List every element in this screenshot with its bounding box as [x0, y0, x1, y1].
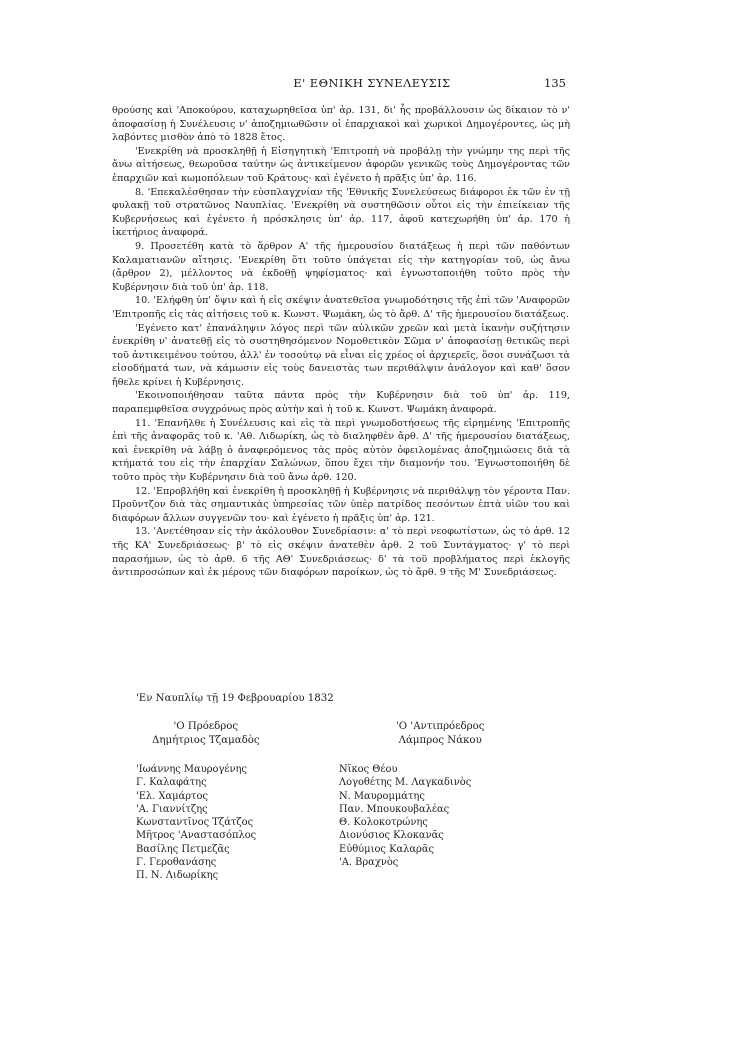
paragraph: 8. 'Επεκαλέσθησαν τὴν εὐσπλαγχνίαν τῆς 'Εθνικῆς Συνελεύσεως διάφοροι ἐκ τῶν ἐν τῇ φυλακῇ τοῦ στρατῶνος Ναυπλίας. 'Ενεκρίθη νὰ συστηθῶσιν οὗτοι εἰς τὴν ἐπιείκειαν τῆς Κυβερνήσεως καὶ ἐγένετο ἡ πρόσκλησις ὑπ' ἀρ. 117, ἀφοῦ κατεχωρήθη ὑπ' ἀρ. 170 ἡ ἱκετήριος ἀναφορά. — [112, 186, 570, 239]
paragraph: θρούσης καὶ 'Αποκούρου, καταχωρηθεῖσα ὑπ' ἀρ. 131, δι' ἧς προβάλλουσιν ὡς δίκαιον τὸ ν' ἀποφασίσῃ ἡ Συνέλευσις ν' ἀποζημιωθῶσιν οἱ ἐπαρχιακοὶ καὶ χωρικοὶ Δημογέροντες, ὡς μὴ λαβόντες μισθὸν ἀπὸ τὸ 1828 ἔτος. — [112, 105, 570, 144]
paragraph: 13. 'Ανετέθησαν εἰς τὴν ἀκόλουθον Συνεδρίασιν: α' τὸ περὶ νεοφωτίστων, ὡς τὸ ἀρθ. 12 τῆς ΚΑ' Συνεδριάσεως· β' τὸ εἰς σκέψιν ἀνατεθὲν ἀρθ. 2 τοῦ Συντάγματος· γ' τὸ περὶ παρασήμων, ὡς τὸ ἀρθ. 6 τῆς ΑΘ' Συνεδριάσεως· δ' τὰ τοῦ προβλήματος περὶ ἐκλογῆς ἀντιπροσώπων καὶ ἐκ μέρους τῶν διαφόρων παροίκων, ὡς τὸ ἄρθ. 9 τῆς Μ' Συνεδριάσεως. — [112, 526, 570, 579]
signatory-name: Κωνσταντῖνος Τζάτζος — [136, 817, 254, 829]
president-signature — [152, 720, 260, 747]
signatory-name: Βασίλης Πετμεζᾶς — [136, 843, 230, 855]
vice-president-title: 'Ο 'Αντιπρόεδρος — [396, 721, 485, 732]
signatory-name: Γ. Γεροθανάσης — [136, 857, 217, 869]
paragraph: 11. 'Επανῆλθε ἡ Συνέλευσις καὶ εἰς τὰ περὶ γνωμοδοτήσεως τῆς εἰρημένης 'Επιτροπῆς ἐπὶ τῆς ἀναφορᾶς τοῦ κ. 'Αθ. Λιδωρίκη, ὡς τὸ διαληφθὲν ἄρθ. Δ' τῆς ἡμερουσίου διατάξεως, καὶ ἐνεκρίθη νὰ λάβῃ ὁ ἀναφερόμενος τὰς πρὸς αὐτὸν ὀφειλομένας ἀποζημιώσεις διὰ τὰ κτήματά του εἰς τὴν ἐπαρχίαν Σαλώνων, ὅπου ἔχει τὴν διαμονήν του. 'Εγνωστοποιήθη δὲ τοῦτο πρὸς τὴν Κυβέρνησιν διὰ τοῦ ἄνω ἀρθ. 120. — [112, 417, 570, 484]
signatory-name: Π. Ν. Λιδωρίκης — [136, 870, 219, 882]
paragraph: 'Ενεκρίθη νὰ προσκληθῇ ἡ Εἰσηγητικὴ 'Επιτροπὴ νὰ προβάλῃ τὴν γνώμην της περὶ τῆς ἄνω αἰτήσεως, θεωροῦσα ταύτην ὡς ἀντικείμενον ἀφορῶν γενικῶς τοὺς Δημογέροντας τῶν ἐπαρχιῶν καὶ κωμοπόλεων τοῦ Κράτους· καὶ ἐγένετο ἡ πρᾶξις ὑπ' ἀρ. 116. — [112, 145, 570, 184]
signatory-name: Μῆτρος 'Αναστασόπλος — [136, 830, 257, 842]
signatory-name: 'Ιωάννης Μαυρογένης — [136, 764, 247, 775]
signatory-name: Λογοθέτης Μ. Λαγκαδινὸς — [339, 777, 472, 789]
signatory-name: Διονύσιος Κλοκανᾶς — [339, 830, 444, 842]
signatory-name: Θ. Κολοκοτρώνης — [339, 817, 428, 829]
president-name: Δημήτριος Τζαμαδὸς — [152, 734, 260, 746]
page-header-title: Ε' ΕΘΝΙΚΗ ΣΥΝΕΛΕΥΣΙΣ — [293, 76, 451, 90]
signatory-name: Γ. Καλαφάτης — [136, 777, 207, 789]
paragraph: 9. Προσετέθη κατὰ τὸ ἄρθρον Α' τῆς ἡμερουσίου διατάξεως ἡ περὶ τῶν παθόντων Καλαματιανῶν αἴτησις. 'Ενεκρίθη ὅτι τοῦτο ὑπάγεται εἰς τὴν κατηγορίαν τοῦ, ὡς ἄνω (ἄρθρον 2), μέλλοντος νὰ ἐκδοθῇ ψηφίσματος· καὶ ἐγνωστοποιήθη τοῦτο πρὸς τὴν Κυβέρνησιν διὰ τοῦ ὑπ' ἀρ. 118. — [112, 240, 570, 293]
paragraph: 10. 'Ελήφθη ὑπ' ὄψιν καὶ ἡ εἰς σκέψιν ἀνατεθεῖσα γνωμοδότησις τῆς ἐπὶ τῶν 'Αναφορῶν 'Επιτροπῆς εἰς τὰς αἰτήσεις τοῦ κ. Κωνστ. Ψωμάκη, ὡς τὸ ἄρθ. Δ' τῆς ἡμερουσίου διατάξεως. — [112, 295, 570, 320]
signatory-name: Ν. Μαυρομμάτης — [339, 790, 425, 802]
signatory-name: 'Α. Γιαννίτζης — [136, 803, 208, 815]
signatories-right — [339, 763, 471, 869]
vice-president-signature — [396, 720, 484, 747]
place-date: 'Εν Ναυπλίῳ τῇ 19 Φεβρουαρίου 1832 — [136, 693, 334, 704]
signatory-name: Παν. Μπουκουβαλέας — [339, 803, 450, 815]
signatory-name: 'Ελ. Χαμάρτος — [136, 790, 208, 802]
paragraph: 'Εκοινοποιήθησαν ταῦτα πάντα πρὸς τὴν Κυβέρνησιν διὰ τοῦ ὑπ' ἀρ. 119, παραπεμφθεῖσα συγχρόνως πρὸς αὐτὴν καὶ ἡ τοῦ κ. Κωνστ. Ψωμάκη ἀναφορά. — [112, 390, 570, 416]
signatory-name: Εὐθύμιος Καλαρᾶς — [339, 843, 435, 855]
paragraph: 'Εγένετο κατ' ἐπανάληψιν λόγος περὶ τῶν αὐλικῶν χρεῶν καὶ μετὰ ἱκανὴν συζήτησιν ἐνεκρίθη ν' ἀνατεθῇ εἰς τὸ συστηθησόμενον Νομοθετικὸν Σῶμα ν' ἀποφασίσῃ θετικῶς περὶ τοῦ ἀντικειμένου τούτου, ἀλλ' ἐν τοσούτῳ νὰ εἶναι εἰς χρέος οἱ ἀρχιερεῖς, ὅσοι συνάζωσι τὰ εἰσοδήματά των, νὰ κάμωσιν εἰς τοὺς δανειστὰς των περιθάλψιν ἀνάλογον καὶ καθ' ὅσον ἤθελε κρίνει ἡ Κυβέρνησις. — [112, 322, 570, 388]
signatory-name: Νῖκος Θέου — [339, 764, 398, 775]
signatories-left — [136, 763, 256, 883]
body-text — [112, 104, 570, 580]
vice-president-name: Λάμπρος Νάκου — [398, 734, 482, 746]
page-number: 135 — [544, 76, 566, 90]
president-title: 'Ο Πρόεδρος — [173, 721, 239, 732]
paragraph: 12. 'Επροβλήθη καὶ ἐνεκρίθη ἡ προσκληθῇ ἡ Κυβέρνησις νὰ περιθάλψῃ τὸν γέροντα Παν. Προῦντζον διὰ τὰς σημαντικὰς ὑπηρεσίας τῶν ὑπὲρ πατρίδος πεσόντων ἑπτὰ υἱῶν του καὶ διαφόρων ἄλλων συγγενῶν του· καὶ ἐγένετο ἡ πρᾶξις ὑπ' ἀρ. 121. — [112, 485, 570, 524]
signatory-name: 'Α. Βραχνὸς — [339, 857, 399, 869]
